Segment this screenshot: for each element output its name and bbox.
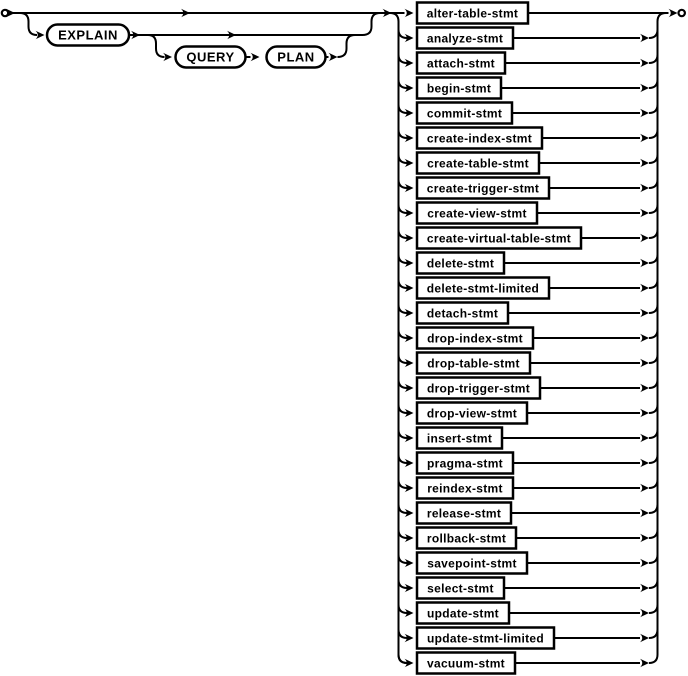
merge-curve-line xyxy=(649,55,658,64)
exit-arrow-right-icon xyxy=(640,384,649,393)
merge-curve-line xyxy=(649,655,658,664)
exit-arrow-right-icon xyxy=(640,659,649,668)
statement-label[interactable]: release-stmt xyxy=(426,506,502,521)
merge-curve-line xyxy=(649,205,658,214)
statement-label[interactable]: create-table-stmt xyxy=(427,156,529,171)
branch-curve-line xyxy=(399,555,408,564)
statement-label[interactable]: savepoint-stmt xyxy=(427,556,517,571)
arrow-right-icon xyxy=(251,53,260,62)
branch-curve-line xyxy=(399,180,408,189)
statement-row xyxy=(399,453,658,474)
exit-arrow-right-icon xyxy=(640,334,649,343)
statement-label[interactable]: drop-trigger-stmt xyxy=(426,381,531,396)
merge-curve-line xyxy=(649,455,658,464)
keyword-query-label: QUERY xyxy=(186,49,235,65)
statement-label[interactable]: vacuum-stmt xyxy=(427,656,505,671)
end-terminal-icon xyxy=(679,10,685,16)
exit-arrow-right-icon xyxy=(640,309,649,318)
merge-curve-line xyxy=(649,305,658,314)
merge-curve-line xyxy=(649,405,658,414)
branch-curve-line xyxy=(399,505,408,514)
statement-row xyxy=(399,378,658,399)
exit-arrow-right-icon xyxy=(640,409,649,418)
branch-curve-line xyxy=(399,330,408,339)
branch-curve-line xyxy=(399,580,408,589)
branch-curve-line xyxy=(399,380,408,389)
start-terminal-icon xyxy=(2,10,8,16)
statement-row xyxy=(399,628,658,649)
statement-label[interactable]: select-stmt xyxy=(427,581,494,596)
statement-row xyxy=(399,353,658,374)
statement-label[interactable]: drop-index-stmt xyxy=(427,331,523,346)
statement-label[interactable]: commit-stmt xyxy=(426,106,503,121)
merge-curve-line xyxy=(649,30,658,39)
statement-label[interactable]: create-trigger-stmt xyxy=(426,181,540,196)
statement-row xyxy=(399,603,658,624)
statement-row xyxy=(399,253,658,274)
statement-row xyxy=(399,653,658,674)
statement-row xyxy=(399,478,658,499)
statement-row xyxy=(399,503,658,524)
exit-arrow-right-icon xyxy=(640,234,649,243)
statement-label[interactable]: delete-stmt-limited xyxy=(426,281,540,296)
statement-row xyxy=(399,403,658,424)
merge-curve-line xyxy=(649,430,658,439)
exit-arrow-right-icon xyxy=(640,134,649,143)
statement-row xyxy=(399,78,658,99)
statement-row xyxy=(399,203,658,224)
branch-curve-line xyxy=(399,355,408,364)
exit-arrow-right-icon xyxy=(640,434,649,443)
keyword-explain-label: EXPLAIN xyxy=(58,27,118,43)
merge-curve-line xyxy=(649,180,658,189)
statement-row xyxy=(399,303,658,324)
merge-curve-line xyxy=(649,330,658,339)
exit-arrow-right-icon xyxy=(640,184,649,193)
statement-label[interactable]: update-stmt xyxy=(427,606,499,621)
merge-curve-line xyxy=(649,480,658,489)
branch-curve-line xyxy=(399,455,408,464)
statement-row xyxy=(399,153,658,174)
plan-merge-curve-line xyxy=(338,35,356,57)
statement-label[interactable]: create-view-stmt xyxy=(427,206,527,221)
branch-curve-line xyxy=(399,405,408,414)
keyword-plan-label: PLAN xyxy=(277,49,315,65)
branch-curve-line xyxy=(399,305,408,314)
merge-curve-line xyxy=(649,630,658,639)
statement-label[interactable]: rollback-stmt xyxy=(426,531,507,546)
branch-curve-line xyxy=(399,255,408,264)
statement-row xyxy=(399,328,658,349)
merge-curve-line xyxy=(649,255,658,264)
exit-arrow-right-icon xyxy=(640,209,649,218)
branch-curve-line xyxy=(399,430,408,439)
statement-label[interactable]: reindex-stmt xyxy=(427,481,503,496)
statement-label[interactable]: analyze-stmt xyxy=(426,31,504,46)
branch-curve-line xyxy=(399,530,408,539)
statement-label[interactable]: insert-stmt xyxy=(426,431,493,446)
branch-curve-line xyxy=(399,155,408,164)
exit-arrow-right-icon xyxy=(669,9,678,18)
statement-row xyxy=(399,528,658,549)
branch-curve-line xyxy=(399,130,408,139)
branch-curve-line xyxy=(399,230,408,239)
statement-row xyxy=(399,53,658,74)
statement-label[interactable]: create-index-stmt xyxy=(426,131,533,146)
statement-label[interactable]: update-stmt-limited xyxy=(426,631,545,646)
arrow-right-icon xyxy=(405,9,414,18)
explain-merge-curve-line xyxy=(363,13,381,35)
explain-branch-line xyxy=(20,13,37,35)
statement-row xyxy=(399,553,658,574)
exit-arrow-right-icon xyxy=(640,534,649,543)
branch-curve-line xyxy=(399,280,408,289)
exit-arrow-right-icon xyxy=(640,284,649,293)
statement-row xyxy=(399,178,658,199)
statement-row xyxy=(399,103,658,124)
merge-curve-line xyxy=(649,555,658,564)
branch-curve-line xyxy=(399,655,408,664)
exit-arrow-right-icon xyxy=(640,559,649,568)
merge-curve-line xyxy=(649,580,658,589)
merge-rail-line xyxy=(658,13,667,655)
statement-row xyxy=(399,28,658,49)
arrow-right-icon xyxy=(329,53,338,62)
statement-label[interactable]: alter-table-stmt xyxy=(426,6,519,21)
statement-label[interactable]: begin-stmt xyxy=(426,81,492,96)
statement-row xyxy=(399,228,658,249)
statement-row xyxy=(399,428,658,449)
exit-arrow-right-icon xyxy=(640,59,649,68)
branch-curve-line xyxy=(399,630,408,639)
statement-row xyxy=(399,278,658,299)
branch-curve-line xyxy=(399,55,408,64)
exit-arrow-right-icon xyxy=(640,584,649,593)
query-branch-line xyxy=(148,35,165,57)
statement-label[interactable]: detach-stmt xyxy=(426,306,499,321)
merge-curve-line xyxy=(649,230,658,239)
exit-arrow-right-icon xyxy=(640,609,649,618)
statement-row xyxy=(399,128,658,149)
statement-label[interactable]: drop-table-stmt xyxy=(427,356,520,371)
exit-arrow-right-icon xyxy=(640,634,649,643)
branch-curve-line xyxy=(399,605,408,614)
branch-curve-line xyxy=(399,105,408,114)
exit-arrow-right-icon xyxy=(640,159,649,168)
merge-curve-line xyxy=(649,105,658,114)
exit-arrow-right-icon xyxy=(640,109,649,118)
exit-arrow-right-icon xyxy=(640,484,649,493)
branch-curve-line xyxy=(399,30,408,39)
merge-curve-line xyxy=(649,380,658,389)
exit-arrow-right-icon xyxy=(640,34,649,43)
branch-curve-line xyxy=(399,80,408,89)
branch-curve-line xyxy=(399,205,408,214)
statement-label[interactable]: delete-stmt xyxy=(426,256,495,271)
exit-arrow-right-icon xyxy=(640,84,649,93)
exit-arrow-right-icon xyxy=(640,359,649,368)
merge-curve-line xyxy=(649,155,658,164)
statement-label[interactable]: create-virtual-table-stmt xyxy=(426,231,572,246)
merge-curve-line xyxy=(649,80,658,89)
exit-arrow-right-icon xyxy=(640,459,649,468)
merge-curve-line xyxy=(649,355,658,364)
branch-curve-line xyxy=(399,480,408,489)
statement-label[interactable]: attach-stmt xyxy=(427,56,495,71)
merge-curve-line xyxy=(649,505,658,514)
statement-row xyxy=(399,578,658,599)
exit-arrow-right-icon xyxy=(640,509,649,518)
merge-curve-line xyxy=(649,280,658,289)
exit-arrow-right-icon xyxy=(640,259,649,268)
merge-curve-line xyxy=(649,130,658,139)
statement-label[interactable]: pragma-stmt xyxy=(427,456,503,471)
statement-rows xyxy=(399,3,678,674)
merge-curve-line xyxy=(649,530,658,539)
merge-curve-line xyxy=(649,605,658,614)
statement-row xyxy=(405,3,678,24)
statement-label[interactable]: drop-view-stmt xyxy=(426,406,518,421)
